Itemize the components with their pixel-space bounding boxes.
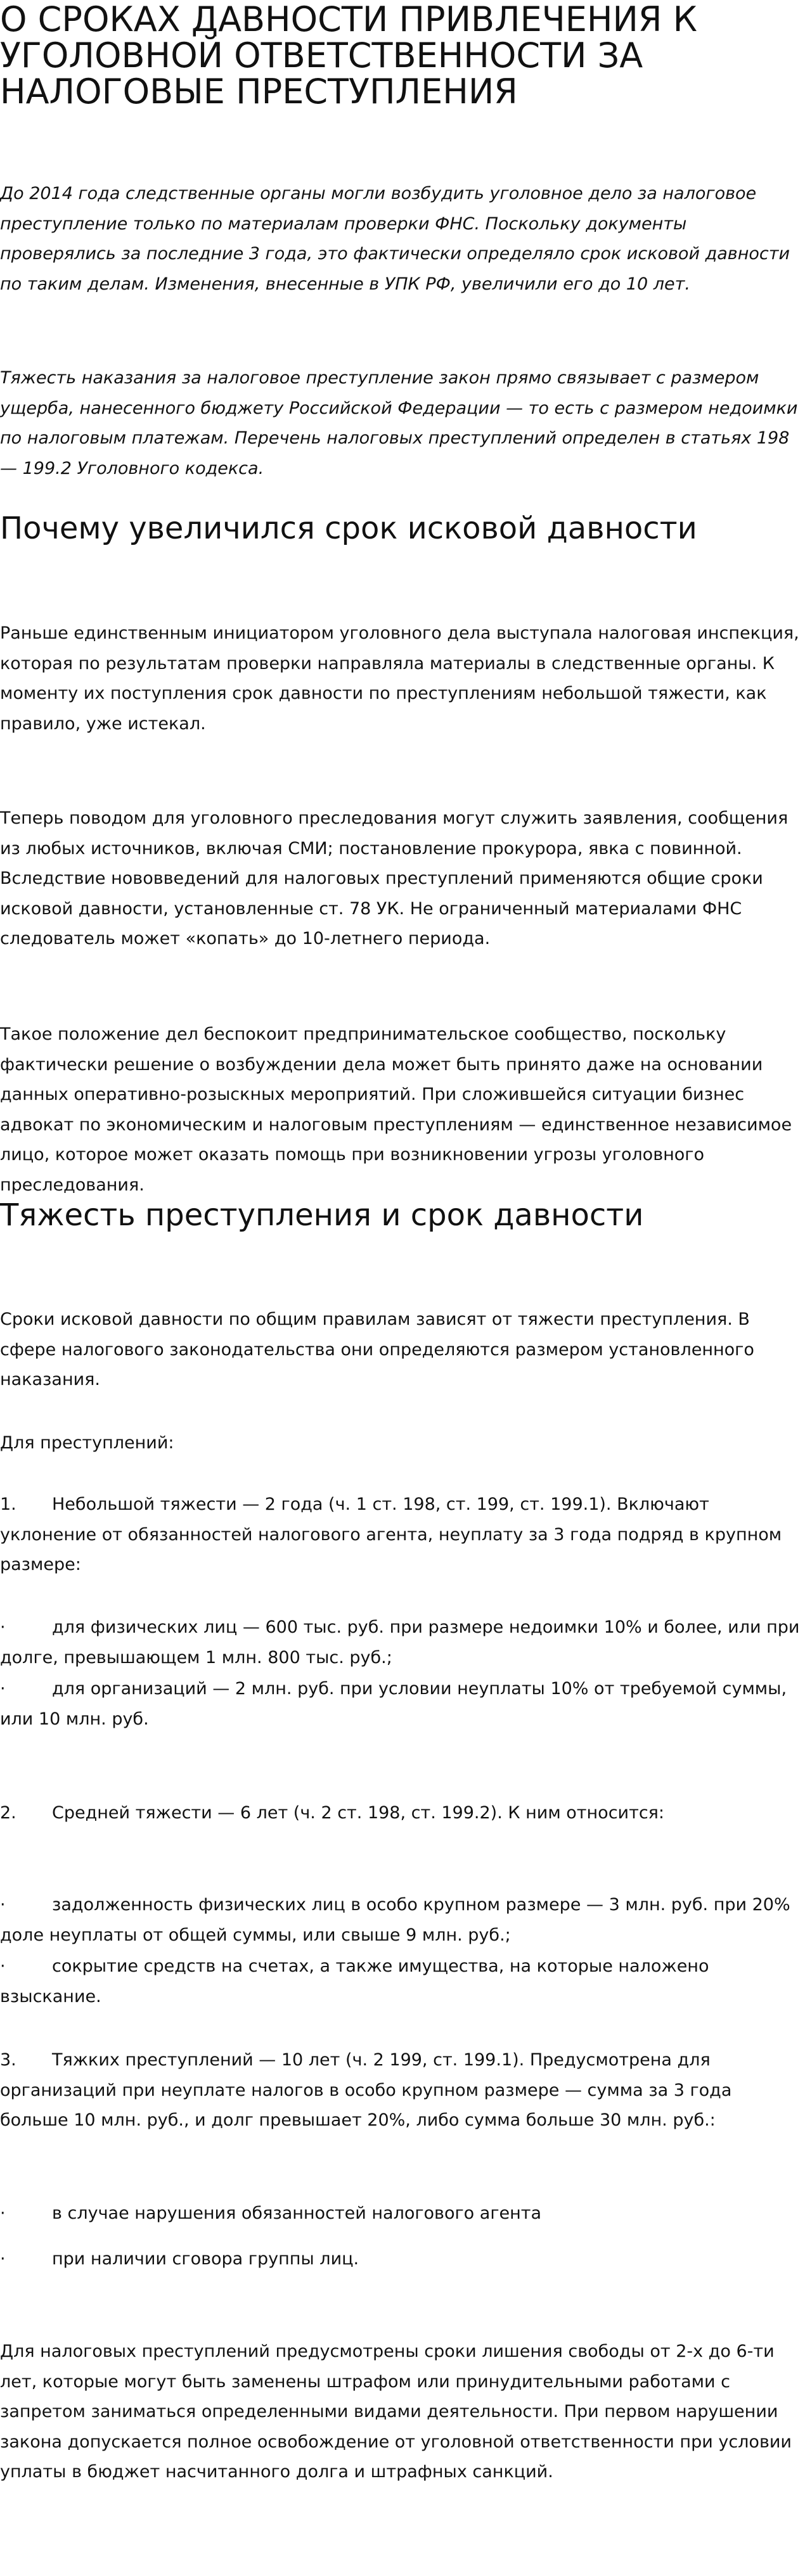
section-heading-2: Тяжесть преступления и срок давности	[0, 1197, 644, 1233]
list-item-text: Средней тяжести — 6 лет (ч. 2 ст. 198, ст. 199.2). К ним относится:	[52, 1803, 665, 1823]
page-title: О СРОКАХ ДАВНОСТИ ПРИВЛЕЧЕНИЯ К УГОЛОВНОЙ ОТВЕТСТВЕННОСТИ ЗА НАЛОГОВЫЕ ПРЕСТУПЛЕНИЯ	[0, 0, 697, 112]
section2-paragraph: Сроки исковой давности по общим правилам зависят от тяжести преступления. В сфере налогового законодательства они определяются размером установленного наказания.	[0, 1310, 754, 1389]
bullet-item	[0, 1674, 805, 1734]
section-heading-1: Почему увеличился срок исковой давности	[0, 511, 697, 546]
bullet-item	[0, 1951, 805, 2012]
bullet-text: в случае нарушения обязанностей налогового агента	[52, 2203, 542, 2223]
bullet-item	[0, 2198, 805, 2229]
bullet-item	[0, 2244, 805, 2274]
list-item-text: Небольшой тяжести — 2 года (ч. 1 ст. 198, ст. 199, ст. 199.1). Включают уклонение от обязанностей налогового агента, неуплату за 3 года подряд в крупном размере:	[0, 1495, 782, 1574]
bullet-item	[0, 1612, 805, 1673]
bullet-text: при наличии сговора группы лиц.	[52, 2249, 359, 2269]
closing-paragraph: Для налоговых преступлений предусмотрены сроки лишения свободы от 2-х до 6-ти лет, которые могут быть заменены штрафом или принудительными работами с запретом заниматься определенными видами деятельности. При первом нарушении закона допускается полное освобождение от уголовной ответственности при условии уплаты в бюджет насчитанного долга и штрафных санкций.	[0, 2342, 792, 2482]
list-number: 1.	[0, 1495, 16, 1514]
bullet-mark: ·	[0, 2249, 6, 2269]
list-item-3	[0, 2045, 805, 2136]
list-number: 2.	[0, 1803, 16, 1823]
list-number: 3.	[0, 2050, 16, 2070]
section1-paragraph-1: Раньше единственным инициатором уголовного дела выступала налоговая инспекция, которая по результатам проверки направляла материалы в следственные органы. К моменту их поступления срок давности по преступлениям небольшой тяжести, как правило, уже истекал.	[0, 623, 799, 734]
section2-lead: Для преступлений:	[0, 1433, 174, 1453]
bullet-text: для физических лиц — 600 тыс. руб. при размере недоимки 10% и более, или при долге, превышающем 1 млн. 800 тыс. руб.;	[0, 1617, 800, 1667]
bullet-item	[0, 1890, 805, 1950]
intro-paragraph-2: Тяжесть наказания за налоговое преступление закон прямо связывает с размером ущерба, нанесенного бюджету Российской Федерации — то есть с размером недоимки по налоговым платежам. Перечень налоговых преступлений определен в статьях 198 — 199.2 Уголовного кодекса.	[0, 368, 798, 478]
bullet-text: сокрытие средств на счетах, а также имущества, на которые наложено взыскание.	[0, 1956, 709, 2006]
bullet-text: задолженность физических лиц в особо крупном размере — 3 млн. руб. при 20% доле неуплаты от общей суммы, или свыше 9 млн. руб.;	[0, 1895, 790, 1945]
bullet-mark: ·	[0, 1895, 6, 1915]
intro-paragraph-1: До 2014 года следственные органы могли возбудить уголовное дело за налоговое преступление только по материалам проверки ФНС. Поскольку документы проверялись за последние 3 года, это фактически определяло срок исковой давности по таким делам. Изменения, внесенные в УПК РФ, увеличили его до 10 лет.	[0, 184, 790, 294]
bullet-mark: ·	[0, 2203, 6, 2223]
section1-paragraph-2: Теперь поводом для уголовного преследования могут служить заявления, сообщения из любых источников, включая СМИ; постановление прокурора, явка с повинной. Вследствие нововведений для налоговых преступлений применяются общие сроки исковой давности, установленные ст. 78 УК. Не ограниченный материалами ФНС следователь может «копать» до 10-летнего периода.	[0, 808, 789, 948]
bullet-mark: ·	[0, 1617, 6, 1637]
list-item-2	[0, 1798, 805, 1828]
list-item-1	[0, 1489, 805, 1580]
section1-paragraph-3: Такое положение дел беспокоит предпринимательское сообщество, поскольку фактически решение о возбуждении дела может быть принято даже на основании данных оперативно-розыскных мероприятий. При сложившейся ситуации бизнес адвокат по экономическим и налоговым преступлениям — единственное независимое лицо, которое может оказать помощь при возникновении угрозы уголовного преследования.	[0, 1024, 792, 1195]
list-item-text: Тяжких преступлений — 10 лет (ч. 2 199, ст. 199.1). Предусмотрена для организаций при неуплате налогов в особо крупном размере — сумма за 3 года больше 10 млн. руб., и долг превышает 20%, либо сумма больше 30 млн. руб.:	[0, 2050, 732, 2130]
bullet-mark: ·	[0, 1956, 6, 1976]
bullet-text: для организаций — 2 млн. руб. при условии неуплаты 10% от требуемой суммы, или 10 млн. руб.	[0, 1679, 787, 1729]
bullet-mark: ·	[0, 1679, 6, 1699]
